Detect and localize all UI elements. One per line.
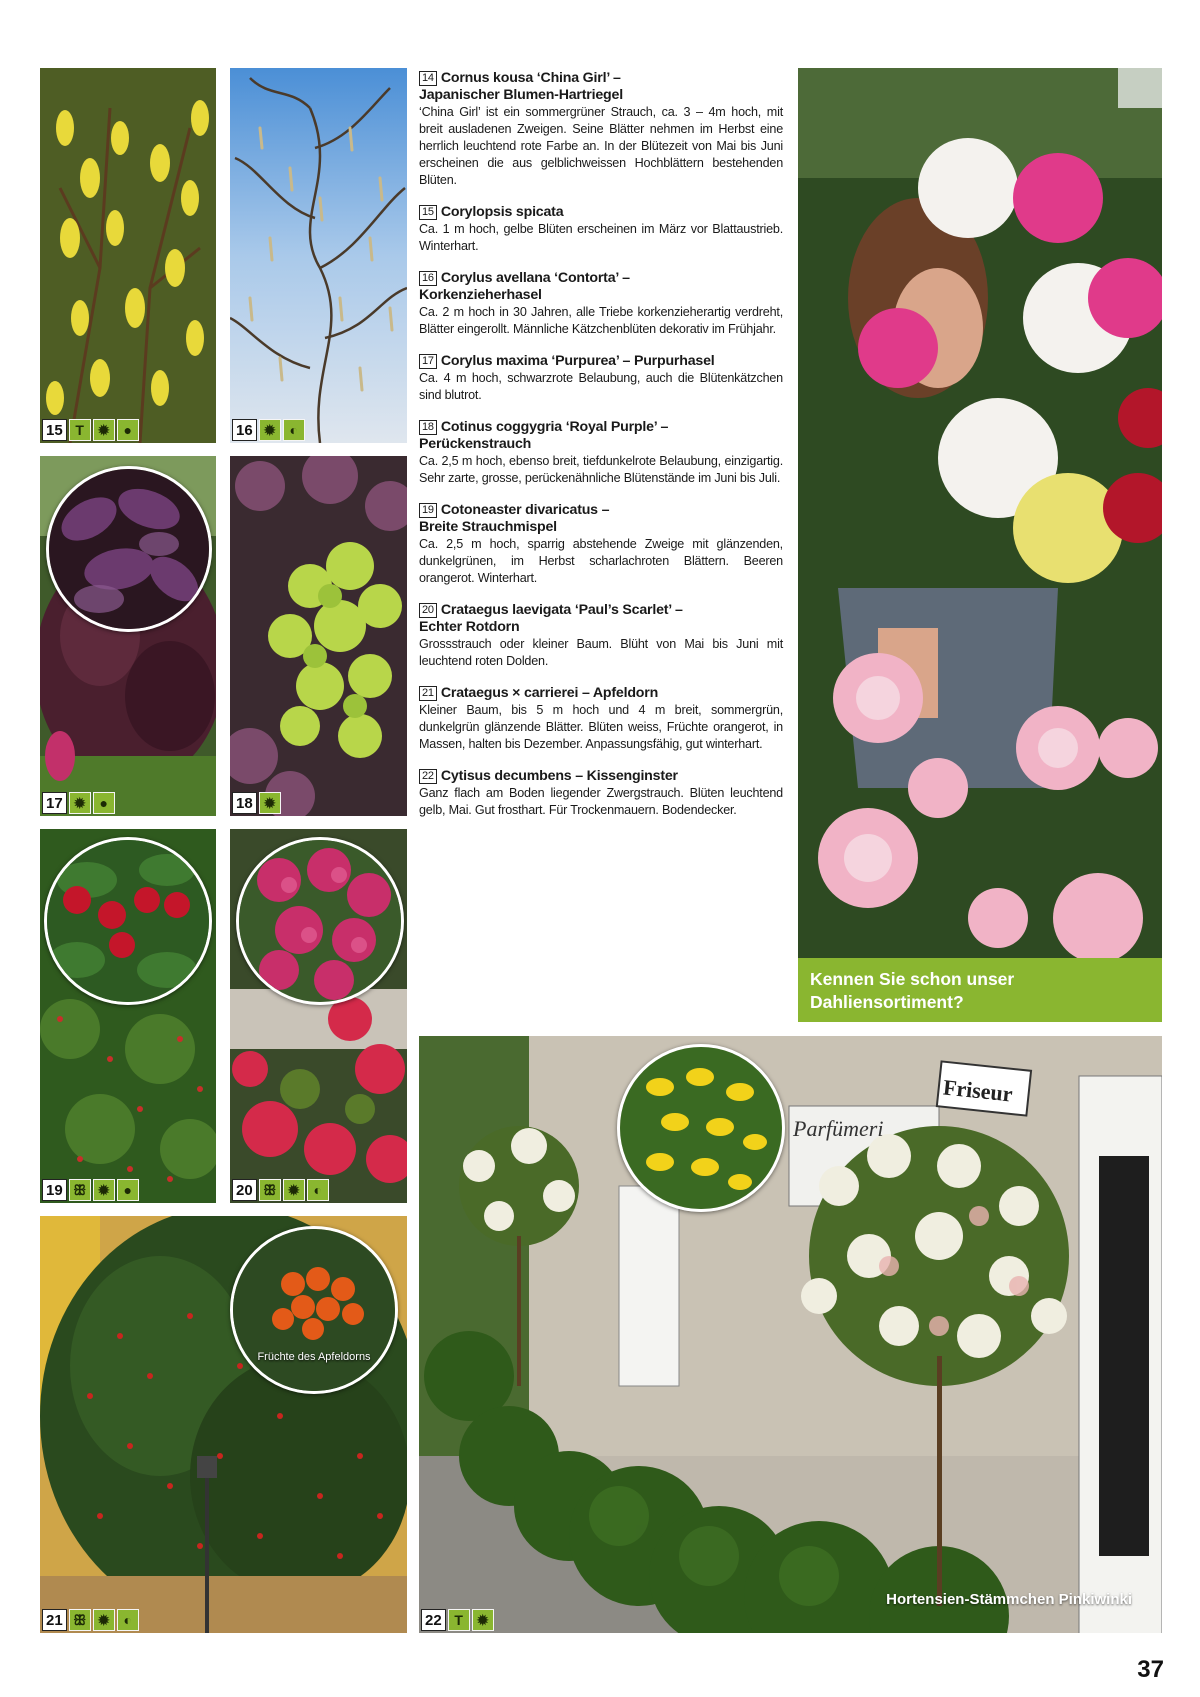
- plant-entry: [419, 70, 783, 189]
- bee-icon: ꕥ: [259, 1179, 281, 1201]
- sun-icon: ✹: [259, 419, 281, 441]
- dahlias-girl-image: [798, 68, 1162, 958]
- half-shade-icon: ◐: [283, 419, 305, 441]
- plant-entry: [419, 502, 783, 587]
- plant-entry-description: Ca. 2,5 m hoch, sparrig abstehende Zweige mit glänzenden, dunkelgrünen, im Herbst scharlachroten Blättern. Beeren orangerot. Winterhart.: [419, 537, 783, 585]
- shop-lettering-parfumerie: Parfümeri: [793, 1116, 884, 1141]
- bee-icon: ꕥ: [69, 1179, 91, 1201]
- plant-entry: [419, 419, 783, 487]
- photo-badges: [42, 792, 115, 814]
- sun-icon: ✹: [283, 1179, 305, 1201]
- plant-entry-title-line2: Echter Rotdorn: [419, 619, 520, 635]
- photo-number: 19: [42, 1179, 67, 1201]
- inset-purple-leaves: [46, 466, 212, 632]
- corylopsis-image: [40, 68, 216, 443]
- plant-entry-description: Grossstrauch oder kleiner Baum. Blüht von Mai bis Juni mit leuchtend roten Dolden.: [419, 637, 783, 668]
- photo-corylus-purpurea: [40, 456, 216, 816]
- banner-line-1: Kennen Sie schon unser: [810, 969, 1015, 989]
- plant-entry-title-line1: Cotoneaster divaricatus –: [440, 502, 610, 518]
- plant-entry-title-line1: Cornus kousa ‘China Girl’ –: [440, 70, 621, 86]
- photo-badges: [232, 1179, 329, 1201]
- plant-entry: [419, 602, 783, 670]
- plant-entry-number: 15: [419, 205, 437, 220]
- inset-berries: [44, 837, 212, 1005]
- photo-badges: [42, 1179, 139, 1201]
- plant-entry-description: Ca. 4 m hoch, schwarzrote Belaubung, auch die Blütenkätzchen sind blutrot.: [419, 371, 783, 402]
- plant-entry-title: [419, 353, 783, 370]
- photo-number: 17: [42, 792, 67, 814]
- bee-icon: ꕥ: [69, 1609, 91, 1631]
- plant-entry-title: [419, 270, 783, 287]
- plant-entry-number: 21: [419, 686, 437, 701]
- photo-number: 22: [421, 1609, 446, 1631]
- photo-number: 18: [232, 792, 257, 814]
- plant-entry: [419, 685, 783, 753]
- plant-entry-title-line1: Corylus avellana ‘Contorta’ –: [440, 270, 630, 286]
- photo-crataegus-carrierei: [40, 1216, 407, 1633]
- hortensia-caption: Hortensien-Stämmchen Pinkiwinki: [886, 1591, 1132, 1608]
- plant-entry-title-line2: Korkenzieherhasel: [419, 287, 542, 303]
- plant-entry-title-line2: Perückenstrauch: [419, 436, 532, 452]
- photo-number: 15: [42, 419, 67, 441]
- page-number: 37: [1137, 1656, 1164, 1683]
- plant-entry-title-line1: Crataegus laevigata ‘Paul’s Scarlet’ –: [440, 602, 683, 618]
- inset-kissenginster: [617, 1044, 785, 1212]
- plant-entry: [419, 353, 783, 404]
- plant-entry-title-line1: Corylopsis spicata: [440, 204, 564, 220]
- photo-dahlias: [798, 68, 1162, 958]
- shade-icon: ●: [117, 419, 139, 441]
- sun-icon: ✹: [259, 792, 281, 814]
- shade-icon: ●: [93, 792, 115, 814]
- plant-descriptions: [419, 70, 783, 834]
- plant-entry-title-line2: Japanischer Blumen-Hartriegel: [419, 87, 623, 103]
- inset-pink-blossoms: [236, 837, 404, 1005]
- photo-hortensia-street: [419, 1036, 1162, 1633]
- plant-entry-title: [419, 204, 783, 221]
- inset-apfeldorn-fruits: [230, 1226, 398, 1394]
- plant-entry-description: Ca. 2 m hoch in 30 Jahren, alle Triebe korkenzieherartig verdreht, Blätter eingerollt. Männliche Kätzchenblüten dekorativ im Frühjahr.: [419, 305, 783, 336]
- plant-entry: [419, 204, 783, 255]
- photo-badges: [42, 419, 139, 441]
- half-shade-icon: ◐: [117, 1609, 139, 1631]
- plant-entry: [419, 270, 783, 338]
- hardiness-letter-badge: T: [448, 1609, 470, 1631]
- plant-entry-number: 14: [419, 71, 437, 86]
- plant-entry: [419, 768, 783, 819]
- plant-entry-title-line2: Breite Strauchmispel: [419, 519, 557, 535]
- photo-badges: [421, 1609, 494, 1631]
- inset-caption: Früchte des Apfeldorns: [257, 1351, 371, 1363]
- plant-entry-number: 17: [419, 354, 437, 369]
- shop-sign-friseur: Friseur: [941, 1074, 1014, 1107]
- banner-line-2: Dahliensortiment?: [810, 992, 964, 1012]
- sun-icon: ✹: [93, 1609, 115, 1631]
- photo-number: 16: [232, 419, 257, 441]
- plant-entry-number: 18: [419, 420, 437, 435]
- photo-badges: [232, 419, 305, 441]
- photo-cotinus: [230, 456, 407, 816]
- plant-entry-title-line1: Cotinus coggygria ‘Royal Purple’ –: [440, 419, 669, 435]
- photo-corylus-contorta: [230, 68, 407, 443]
- sun-icon: ✹: [472, 1609, 494, 1631]
- plant-entry-number: 19: [419, 503, 437, 518]
- plant-entry-number: 16: [419, 271, 437, 286]
- hortensia-street-image: [419, 1036, 1162, 1633]
- shade-icon: ●: [117, 1179, 139, 1201]
- plant-entry-description: ‘China Girl’ ist ein sommergrüner Strauch, ca. 3 – 4m hoch, mit breit ausladenen Zweigen. Seine Blätter nehmen im Herbst eine herrlich leuchtend rote Farbe an. In der Blütezeit von Mai bis Juni erscheinen die aus gelblichweissen Hochblättern bestehenden Blüten.: [419, 105, 783, 187]
- plant-entry-title: [419, 768, 783, 785]
- plant-entry-title: [419, 685, 783, 702]
- hardiness-letter-badge: T: [69, 419, 91, 441]
- photo-number: 20: [232, 1179, 257, 1201]
- dahlia-promo-banner[interactable]: [798, 958, 1162, 1022]
- plant-entry-title-line1: Cytisus decumbens – Kissenginster: [440, 768, 678, 784]
- plant-entry-description: Kleiner Baum, bis 5 m hoch und 4 m breit, sommergrün, dunkelgrün glänzende Blätter. Blüten weiss, Früchte orangerot, in Massen, halten bis Dezember. Anpassungsfähig, gut winterhart.: [419, 703, 783, 751]
- sun-icon: ✹: [69, 792, 91, 814]
- sun-icon: ✹: [93, 419, 115, 441]
- sun-icon: ✹: [93, 1179, 115, 1201]
- plant-entry-title: [419, 602, 783, 619]
- photo-corylopsis-spicata: [40, 68, 216, 443]
- plant-entry-description: Ca. 1 m hoch, gelbe Blüten erscheinen im März vor Blattaustrieb. Winterhart.: [419, 222, 783, 253]
- corylus-contorta-image: [230, 68, 407, 443]
- photo-badges: [232, 792, 281, 814]
- plant-entry-number: 22: [419, 769, 437, 784]
- plant-entry-title-line1: Corylus maxima ‘Purpurea’ – Purpurhasel: [440, 353, 715, 369]
- plant-entry-description: Ganz flach am Boden liegender Zwergstrauch. Blüten leuchtend gelb, Mai. Gut frosthart. Für Trockenmauern. Bodendecker.: [419, 786, 783, 817]
- plant-entry-title-line1: Crataegus × carrierei – Apfeldorn: [440, 685, 659, 701]
- photo-cotoneaster: [40, 829, 216, 1203]
- plant-entry-title: [419, 419, 783, 436]
- photo-number: 21: [42, 1609, 67, 1631]
- plant-entry-title: [419, 502, 783, 519]
- plant-entry-description: Ca. 2,5 m hoch, ebenso breit, tiefdunkelrote Belaubung, einzigartig. Sehr zarte, grosse, perückenähnliche Blütenstände im Juni bis Juli.: [419, 454, 783, 485]
- cotinus-image: [230, 456, 407, 816]
- plant-entry-number: 20: [419, 603, 437, 618]
- photo-badges: [42, 1609, 139, 1631]
- plant-entry-title: [419, 70, 783, 87]
- half-shade-icon: ◐: [307, 1179, 329, 1201]
- photo-crataegus-pauls-scarlet: [230, 829, 407, 1203]
